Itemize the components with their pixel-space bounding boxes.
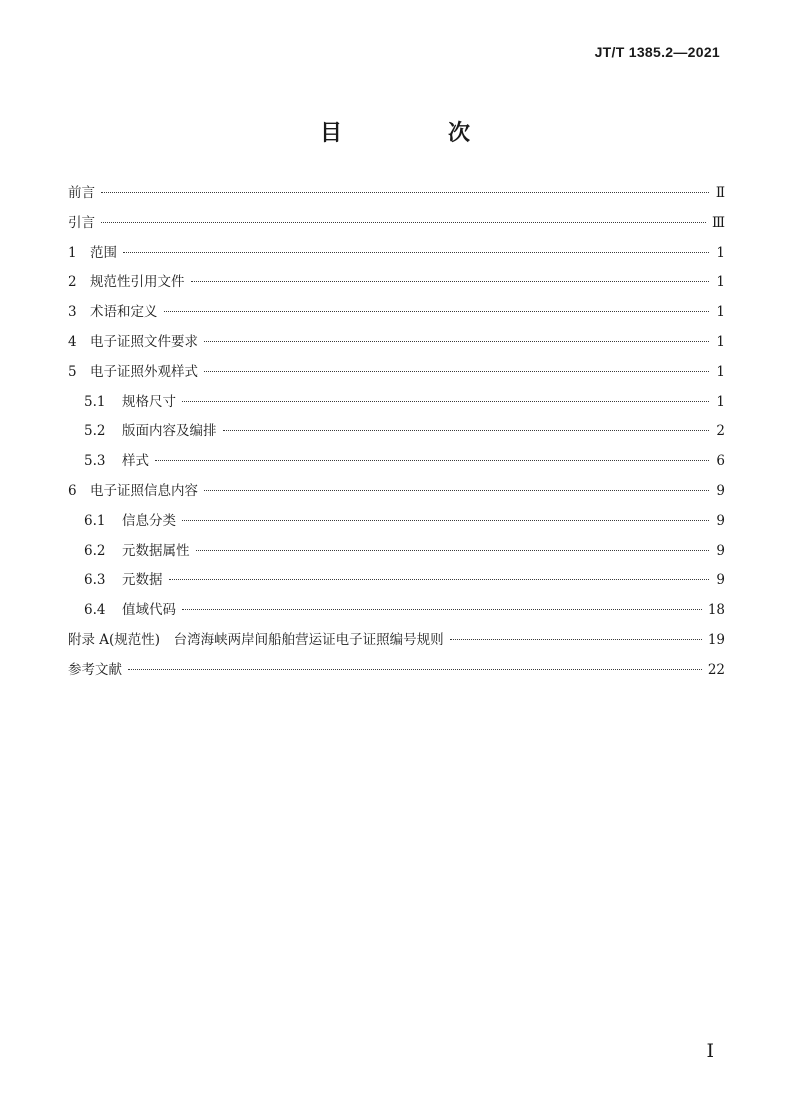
toc-entry-label: 信息分类 (122, 512, 176, 529)
dot-leader (204, 341, 709, 342)
dot-leader (191, 281, 710, 282)
toc-entry[interactable] (68, 181, 725, 211)
toc-entry-label: 值域代码 (122, 602, 176, 619)
toc-entry[interactable] (68, 658, 725, 688)
standard-code: JT/T 1385.2—2021 (594, 44, 720, 60)
dot-leader (101, 222, 706, 223)
toc-entry-page: 6 (716, 453, 725, 470)
toc-entry-number: 4 (68, 333, 77, 350)
page-number: Ⅰ (706, 1040, 714, 1062)
toc-entry-page: 1 (716, 274, 725, 291)
toc-entry-page: 1 (716, 244, 725, 261)
toc-entry-label: 样式 (122, 453, 149, 470)
toc-entry[interactable] (68, 419, 725, 449)
dot-leader (182, 401, 709, 402)
toc-entry-page: 18 (707, 602, 725, 619)
toc-entry-page: 22 (707, 661, 725, 678)
toc-entry-label: 电子证照文件要求 (90, 333, 198, 350)
dot-leader (204, 490, 709, 491)
toc-entry[interactable] (68, 211, 725, 241)
toc-entry[interactable] (68, 568, 725, 598)
toc-entry[interactable] (68, 360, 725, 390)
toc-entry-number: 5.1 (84, 393, 106, 410)
toc-entry[interactable] (68, 539, 725, 569)
toc-entry-page: 2 (716, 423, 725, 440)
dot-leader (164, 311, 710, 312)
toc-entry-page: 1 (716, 304, 725, 321)
dot-leader (450, 639, 702, 640)
toc-entry[interactable] (68, 390, 725, 420)
toc-entry-label: 元数据属性 (122, 542, 190, 559)
toc-entry-label: 引言 (68, 214, 95, 231)
dot-leader (182, 609, 702, 610)
toc-entry[interactable] (68, 241, 725, 271)
toc-entry-page: 19 (707, 631, 725, 648)
toc-entry-label: 参考文献 (68, 661, 122, 678)
toc-entry-page: 9 (716, 512, 725, 529)
toc-entry-page: 1 (716, 393, 725, 410)
toc-entry[interactable] (68, 330, 725, 360)
toc-entry-label: 规格尺寸 (122, 393, 176, 410)
toc-entry-number: 6.4 (84, 602, 106, 619)
toc-entry-page: 1 (716, 363, 725, 380)
dot-leader (223, 430, 710, 431)
toc-entry-number: 5 (68, 363, 77, 380)
toc-entry[interactable] (68, 628, 725, 658)
toc-entry-number: 1 (68, 244, 77, 261)
toc-entry-page: 9 (716, 542, 725, 559)
toc-entry-page: Ⅲ (711, 214, 725, 231)
toc-entry-label: 附录 A(规范性) 台湾海峡两岸间船舶营运证电子证照编号规则 (68, 631, 444, 648)
toc-entry-number: 3 (68, 304, 77, 321)
toc-entry-label: 规范性引用文件 (90, 274, 185, 291)
toc-entry-number: 6.3 (84, 572, 106, 589)
toc-title: 目 次 (319, 120, 512, 146)
toc-entry-page: 1 (716, 333, 725, 350)
toc-entry[interactable] (68, 479, 725, 509)
toc-entry-number: 5.2 (84, 423, 106, 440)
toc-entry-page: 9 (716, 572, 725, 589)
toc-entry-page: Ⅱ (715, 185, 725, 201)
toc-entry-number: 5.3 (84, 453, 106, 470)
dot-leader (204, 371, 709, 372)
toc-entry-label: 电子证照外观样式 (90, 363, 198, 380)
toc-entry[interactable] (68, 270, 725, 300)
dot-leader (182, 520, 709, 521)
toc-entry-number: 6.1 (84, 512, 106, 529)
toc-entry-label: 元数据 (122, 572, 163, 589)
dot-leader (101, 192, 709, 193)
toc-entry-number: 6 (68, 482, 77, 499)
toc-entry[interactable] (68, 449, 725, 479)
dot-leader (128, 669, 702, 670)
toc-entry[interactable] (68, 598, 725, 628)
dot-leader (196, 550, 710, 551)
toc-entry-number: 6.2 (84, 542, 106, 559)
toc-entry[interactable] (68, 509, 725, 539)
dot-leader (123, 252, 709, 253)
toc-entry-number: 2 (68, 274, 77, 291)
toc-entry-label: 前言 (68, 185, 95, 201)
toc-entry-page: 9 (716, 482, 725, 499)
table-of-contents (68, 181, 725, 688)
toc-entry-label: 版面内容及编排 (122, 423, 217, 440)
dot-leader (169, 579, 710, 580)
toc-entry-label: 术语和定义 (90, 304, 158, 321)
toc-entry[interactable] (68, 300, 725, 330)
toc-entry-label: 电子证照信息内容 (90, 482, 198, 499)
toc-entry-label: 范围 (90, 244, 117, 261)
dot-leader (155, 460, 709, 461)
